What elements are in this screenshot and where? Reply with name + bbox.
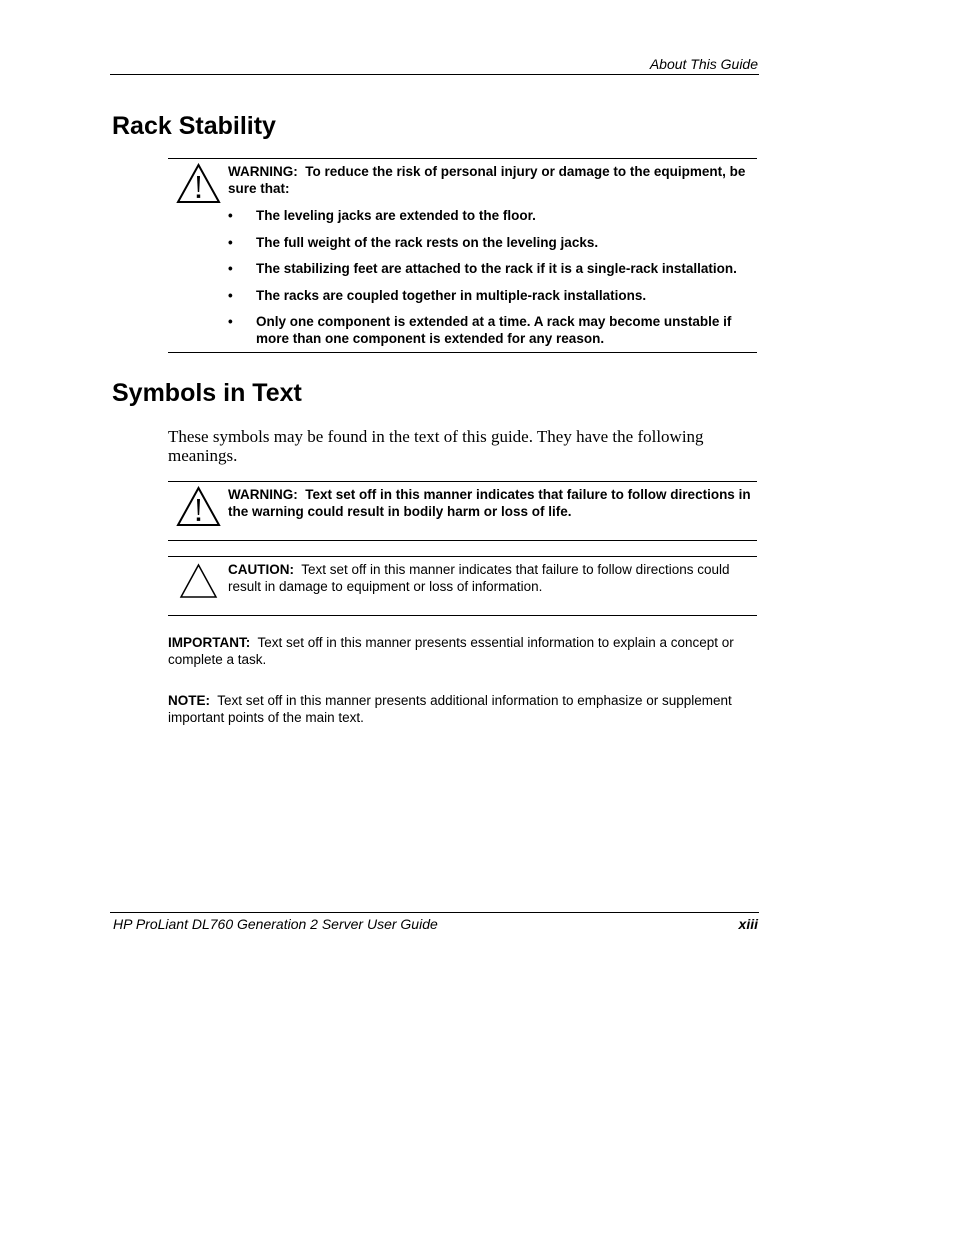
bullet-glyph: • [228, 208, 233, 223]
rack-stability-heading: Rack Stability [112, 112, 276, 140]
list-item [228, 313, 757, 347]
list-item-text: Only one component is extended at a time. A rack may become unstable if more than one component is extended for any reason. [256, 314, 732, 346]
symbols-warning-body [228, 482, 757, 520]
warning-label: WARNING: [228, 164, 298, 179]
list-item-text: The leveling jacks are extended to the floor. [256, 208, 536, 223]
running-header [110, 55, 759, 75]
bullet-glyph: • [228, 261, 233, 276]
rack-warning-list [228, 207, 757, 347]
bullet-glyph: • [228, 287, 233, 303]
note-paragraph [168, 693, 760, 726]
list-item [228, 234, 757, 251]
list-item [228, 207, 757, 224]
list-item-text: The full weight of the rack rests on the leveling jacks. [256, 234, 599, 250]
warning-text: Text set off in this manner indicates that failure to follow directions in the warning could result in bodily harm or loss of life. [228, 487, 751, 519]
symbols-caution [168, 556, 757, 616]
footer-title: HP ProLiant DL760 Generation 2 Server User Guide [113, 916, 438, 932]
rack-warning-body [228, 159, 757, 347]
header-text: About This Guide [649, 56, 758, 72]
symbols-warning [168, 481, 757, 541]
list-item-text: The racks are coupled together in multiple-rack installations. [256, 287, 647, 303]
bullet-glyph: • [228, 234, 233, 250]
important-text: Text set off in this manner presents essential information to explain a concept or complete a task. [168, 635, 734, 667]
rack-stability-warning [168, 158, 757, 353]
note-label: NOTE: [168, 693, 210, 708]
symbols-in-text-heading: Symbols in Text [112, 379, 302, 407]
list-item [228, 287, 757, 304]
warning-text: To reduce the risk of personal injury or damage to the equipment, be sure that: [228, 164, 746, 196]
running-footer [110, 912, 759, 935]
warning-icon [176, 486, 221, 527]
note-text: Text set off in this manner presents additional information to emphasize or supplement important points of the main text. [168, 693, 732, 725]
symbols-intro: These symbols may be found in the text of this guide. They have the following meanings. [168, 427, 704, 465]
page-number: xiii [738, 916, 758, 932]
list-item [228, 260, 757, 277]
caution-text: Text set off in this manner indicates that failure to follow directions could result in damage to equipment or loss of information. [228, 562, 730, 594]
caution-icon [176, 561, 221, 602]
symbols-caution-body [228, 557, 757, 595]
warning-icon [176, 163, 221, 204]
warning-label: WARNING: [228, 487, 298, 502]
caution-label: CAUTION: [228, 562, 294, 577]
important-label: IMPORTANT: [168, 635, 251, 650]
bullet-glyph: • [228, 314, 233, 329]
list-item-text: The stabilizing feet are attached to the rack if it is a single-rack installation. [256, 261, 737, 276]
important-paragraph [168, 635, 760, 668]
rack-warning-intro [228, 163, 757, 197]
